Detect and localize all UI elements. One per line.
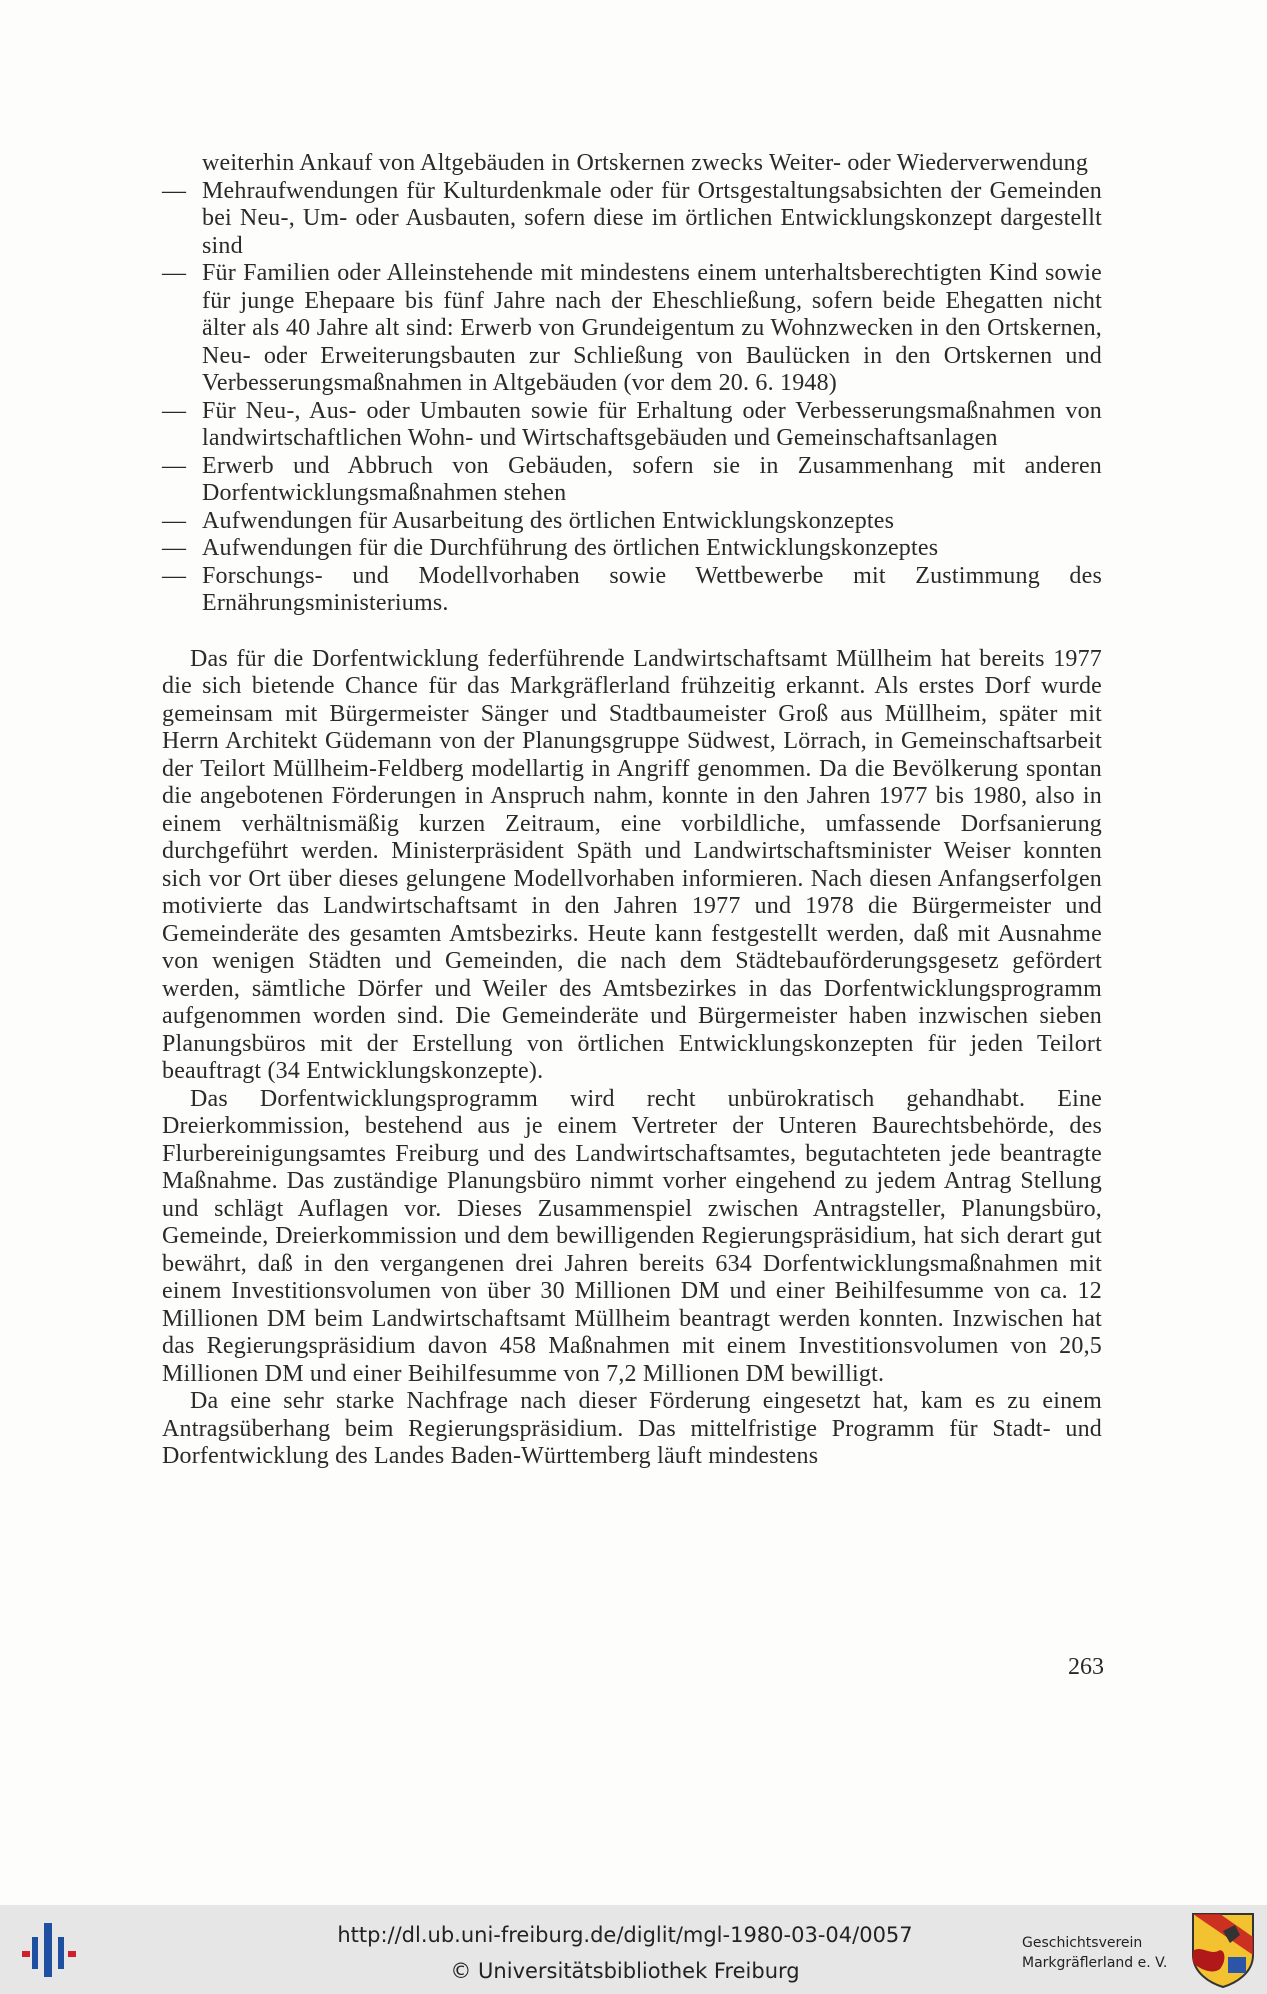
dash-marker: — — [162, 535, 187, 561]
bullet-item — [162, 508, 1102, 536]
bullet-item — [162, 453, 1102, 508]
bullet-item — [162, 563, 1102, 618]
copyright-text: © Universitätsbibliothek Freiburg — [450, 1959, 800, 1983]
dash-marker: — — [162, 452, 187, 479]
society-name-line: Markgräflerland e. V. — [1022, 1955, 1168, 1971]
body-paragraph: Das Dorfentwicklungsprogramm wird recht unbürokratisch gehandhabt. Eine Dreierkommission, bestehend aus je einem Vertreter der Unteren Baurechtsbehörde, des Flurbereinigungsamtes Freiburg und des Landwirtschaftsamtes, begutachteten jede beantragte Maßnahme. Das zuständige Planungsbüro nimmt vorher eingehend zu jedem Antrag Stellung und schlägt Auflagen vor. Dieses Zusammenspiel zwischen Antragsteller, Planungsbüro, Gemeinde, Dreierkommission und dem bewilligenden Regierungspräsidium, hat sich derart gut bewährt, daß in den vergangenen drei Jahren bereits 634 Dorfentwicklungsmaßnahmen mit einem Investitionsvolumen von über 30 Millionen DM und einer Beihilfesumme von ca. 12 Millionen DM beim Landwirtschaftsamt Müllheim beantragt werden konnten. Inzwischen hat das Regierungspräsidium davon 458 Maßnahmen mit einem Investitionsvolumen von 20,5 Millionen DM und einer Beihilfesumme von 7,2 Millionen DM bewilligt. — [162, 1085, 1102, 1387]
bullet-text: Mehraufwendungen für Kulturdenkmale oder für Ortsgestaltungsabsichten der Gemeinden bei Neu-, Um- oder Ausbauten, sofern diese im örtlichen Entwicklungskonzept dargestellt sind — [202, 177, 1102, 259]
body-paragraph: Da eine sehr starke Nachfrage nach dieser Förderung eingesetzt hat, kam es zu einem Antragsüberhang beim Regierungspräsidium. Das mittelfristige Programm für Stadt- und Dorfentwicklung des Landes Baden-Württemberg läuft mindestens — [162, 1388, 1102, 1469]
dash-marker: — — [162, 397, 187, 424]
page-content — [162, 150, 1102, 1471]
dash-marker: — — [162, 260, 187, 286]
bullet-text: Forschungs- und Modellvorhaben sowie Wettbewerbe mit Zustimmung des Ernährungsministeriums. — [202, 562, 1102, 616]
bullet-text: Aufwendungen für Ausarbeitung des örtlichen Entwicklungskonzeptes — [202, 507, 895, 534]
page-number: 263 — [1068, 1654, 1104, 1680]
dash-marker: — — [162, 177, 187, 204]
coat-of-arms-icon — [1190, 1911, 1256, 1989]
bullet-text: Aufwendungen für die Durchführung des örtlichen Entwicklungskonzeptes — [202, 535, 939, 561]
dash-marker: — — [162, 562, 187, 589]
society-name-line: Geschichtsverein — [1022, 1935, 1143, 1951]
bullet-text: Für Neu-, Aus- oder Umbauten sowie für Erhaltung oder Verbesserungsmaßnahmen von landwirtschaftlichen Wohn- und Wirtschaftsgebäuden und Gemeinschaftsanlagen — [202, 397, 1102, 451]
bullet-continuation: weiterhin Ankauf von Altgebäuden in Ortskernen zwecks Weiter- oder Wiederverwendung — [202, 150, 1089, 176]
body-paragraph: Das für die Dorfentwicklung federführende Landwirtschaftsamt Müllheim hat bereits 1977 die sich bietende Chance für das Markgräflerland frühzeitig erkannt. Als erstes Dorf wurde gemeinsam mit Bürgermeister Sänger und Stadtbaumeister Groß aus Müllheim, später mit Herrn Architekt Güdemann von der Planungsgruppe Südwest, Lörrach, in Gemeinschaftsarbeit der Teilort Müllheim-Feldberg modellartig in Angriff genommen. Da die Bevölkerung spontan die angebotenen Förderungen in Anspruch nahm, konnte in den Jahren 1977 bis 1980, also in einem verhältnismäßig kurzen Zeitraum, eine vorbildliche, umfassende Dorfsanierung durchgeführt werden. Ministerpräsident Späth und Landwirtschaftsminister Weiser konnten sich vor Ort über dieses gelungene Modellvorhaben informieren. Nach diesen Anfangserfolgen motivierte das Landwirtschaftsamt in den Jahren 1977 und 1978 die Bürgermeister und Gemeinderäte des gesamten Amtsbezirks. Heute kann festgestellt werden, daß mit Ausnahme von wenigen Städten und Gemeinden, die nach dem Städtebauförderungsgesetz gefördert werden, sämtliche Dörfer und Weiler des Amtsbezirkes in das Dorfentwicklungsprogramm aufgenommen worden sind. Die Gemeinderäte und Bürgermeister haben inzwischen sieben Planungsbüros mit der Erstellung von örtlichen Entwicklungskonzepten für jeden Teilort beauftragt (34 Entwicklungskonzepte). — [162, 645, 1102, 1084]
bullet-item — [162, 398, 1102, 453]
dash-marker: — — [162, 507, 187, 534]
bullet-item — [162, 178, 1102, 261]
bullet-list — [162, 150, 1102, 618]
bullet-item — [162, 260, 1102, 398]
library-logo-icon — [14, 1915, 84, 1985]
document-url-link[interactable]: http://dl.ub.uni-freiburg.de/diglit/mgl-1980-03-04/0057 — [337, 1923, 913, 1947]
bullet-text: Für Familien oder Alleinstehende mit mindestens einem unterhaltsberechtigten Kind sowie für junge Ehepaare bis fünf Jahre nach der Eheschließung, sofern beide Ehegatten nicht älter als 40 Jahre alt sind: Erwerb von Grundeigentum zu Wohnzwecken in den Ortskernen, Neu- oder Erweiterungsbauten zur Schließung von Baulücken in den Ortskernen und Verbesserungsmaßnahmen in Altgebäuden (vor dem 20. 6. 1948) — [202, 260, 1102, 396]
bullet-text: Erwerb und Abbruch von Gebäuden, sofern sie in Zusammenhang mit anderen Dorfentwicklungsmaßnahmen stehen — [202, 452, 1102, 506]
footer-bar — [0, 1905, 1267, 1994]
society-name — [1022, 1933, 1167, 1973]
bullet-item — [162, 535, 1102, 563]
